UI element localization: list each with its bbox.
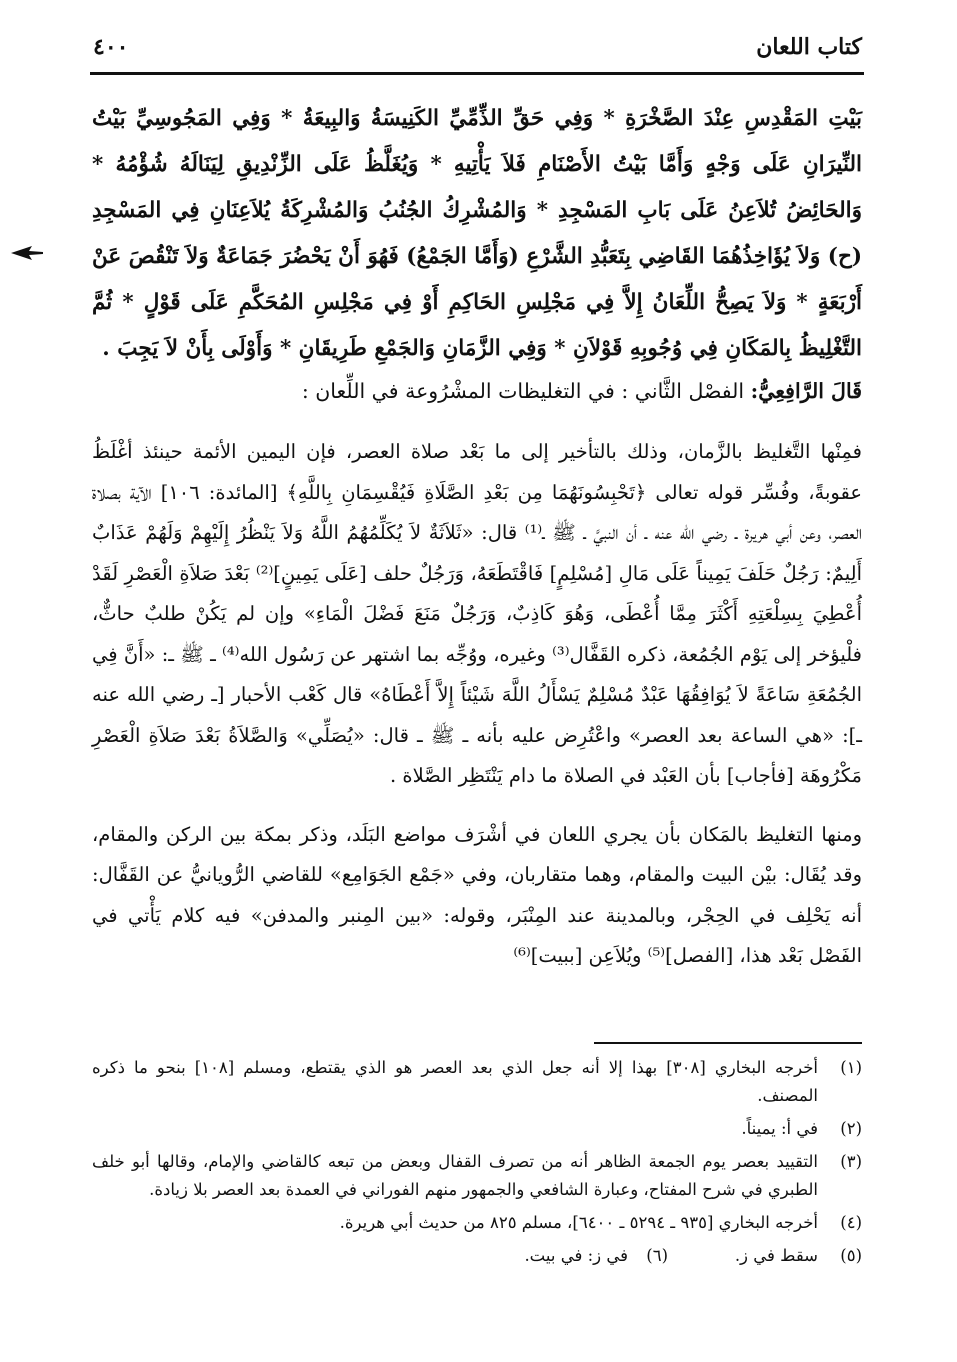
page-number: ٤٠٠ [93,34,129,60]
footnote-4 [92,1209,862,1237]
footnote-number: (٣) [840,1152,862,1171]
footnote-text: التقييد بعصر يوم الجمعة الظاهر أنه من تصرف القفال وبعض من تبعه كالقاضي والإمام، وقالها أبو خلف الطبري في شرح المفتاح، وعبارة الشافعي والجمهور منهم الفوراني في العمدة بعد العصر بلا زيادة. [92,1152,818,1199]
sharh-heading [92,376,862,406]
footnote-rule [594,1042,862,1044]
footnote-text: أخرجه البخاري [٩٣٥ ـ ٥٢٩٤ ـ ٦٤٠٠]، مسلم ٨٢٥ من حديث أبي هريرة. [339,1213,818,1232]
header-rule [90,72,864,75]
footnote-number: (٢) [840,1119,862,1138]
footnote-1 [92,1054,862,1110]
footnote-number: (٦) [646,1246,668,1265]
sharh-paragraph-1: فمِنْها التَّغليظ بالزَّمان، وذلك بالتأخير إلى ما بَعْد صلاة العصر، فإن اليمين الأئمة حينئذ أغْلَظُ عقوبةً، وفُسِّر قوله تعالى ﴿تَحْبِسُونَهُمَا مِن بَعْدِ الصَّلَاةِ فَيُقْسِمَانِ بِاللَّهِ﴾ [المائدة: ١٠٦] الآية بصلاة العصر، وعن أبي هريرة ـ رضي الله عنه ـ أن النبيَّ ـ ﷺ ـ⁽¹⁾ قال: «ثَلاَثَةٌ لاَ يُكَلِّمُهُمُ اللَّهُ وَلاَ يَنْظُرُ إِلَيْهِمْ وَلَهُمْ عَذَابٌ أَلِيمٌ: رَجُلٌ حَلَفَ يَمِيناً عَلَى مَالِ [مُسْلِمٍ] فَاقْتَطَعَهُ، وَرَجُلٌ حلف [عَلَى يَمِينٍ]⁽²⁾ بَعْدَ صَلاَةِ الْعَصْرِ لَقَدْ أُعْطِيَ بِسِلْعَتِهِ أَكْثَرَ مِمَّا أُعْطَى، وَهُوَ كَاذِبٌ، وَرَجُلٌ مَنَعَ فَضْلَ الْمَاءِ» وإن لم يَكُنْ طلبٌ حاثٌّ، فلْيؤخر إلى يَوْم الجُمُعة، ذكره القَفَّال⁽³⁾ وغيره، ووُجِّه بما اشتهر عن رَسُول الله⁽⁴⁾ ـ ﷺ ـ: «أَنَّ فِي الجُمُعَةِ سَاعَةً لاَ يُوَافِقُهَا عَبْدٌ مُسْلِمٌ يَسْأَلُ اللَّهَ شَيْئاً إِلاَّ أَعْطَاهُ» قال كَعْب الأحبار [ـ رضي الله عنه ـ]: «هي الساعة بعد العصر» واعْتُرِض عليه بأنه ـ ﷺ ـ قال: «يُصَلِّي» وَالصَّلاَةُ بَعْدَ صَلاَةِ الْعَصْرِ مَكْرُوهَة [فأجاب] بأن العَبْد في الصلاة ما دام يَنْتَظِر الصَّلاة . [92,440,863,787]
footnote-2 [92,1115,862,1143]
chapter-title: كتاب اللعان [756,34,862,60]
footnotes [92,1054,862,1275]
footnote-number: (٥) [840,1246,862,1265]
footnote-text: في ز: في بيت. [524,1246,628,1265]
footnote-number: (٤) [840,1213,862,1232]
matn-paragraph: بَيْتِ المَقْدِسِ عِنْدَ الصَّخْرَةِ * وَفِي حَقِّ الذِّمِّيِّ الكَنِيسَةُ وَالبِيعَةُ * وَفِي المَجُوسِيِّ بَيْتُ النِّيرَانِ عَلَى وَجْهٍ وَأَمَّا بَيْتُ الأَصْنَامِ فَلاَ يَأْتِيهِ * وَيُغَلَّظُ عَلَى الزِّنْدِيقِ لِيَنَالَهُ شُؤْمُهُ * وَالحَائِضُ تُلاَعِنُ عَلَى بَابِ المَسْجِدِ * وَالمُشْرِكُ الجُنُبُ وَالمُشْرِكَةُ يُلاَعِنَانِ فِي المَسْجِدِ (ح) وَلاَ يُؤَاخِذُهُمَا القَاضِي بِتَعَبُّدِ الشَّرْعِ (وَأَمَّا الجَمْعُ) فَهُوَ أَنْ يَحْضُرَ جَمَاعَةٌ وَلاَ تَنْقُصَ عَنْ أَرْبَعَةٍ * وَلاَ يَصِحُّ اللِّعَانُ إِلاَّ فِي مَجْلِسِ الحَاكِمِ أَوْ فِي مَجْلِسِ المُحَكَّمِ عَلَى قَوْلٍ * ثُمَّ التَّغْلِيظُ بِالمَكَانِ فِي وُجُوبِهِ قَوْلاَنِ * وَفِي الزَّمَانِ وَالجَمْعِ طَرِيقَانِ * وَأَوْلَى بِأَنْ لاَ يَجِبَ . [92,106,862,361]
footnote-5-6 [92,1242,862,1270]
footnote-text: في أ: يميناً. [741,1119,818,1138]
sharh-speaker: قَالَ الرَّافِعِيُّ: [750,379,862,403]
sharh-section-title: الفصْل الثَّاني : في التغليظات المشْرُوعة في اللِّعان : [301,379,751,403]
running-header [93,34,862,70]
sharh-text-block [92,432,862,977]
footnote-3 [92,1148,862,1204]
margin-arrow-icon [10,244,44,262]
footnote-number: (١) [840,1058,862,1077]
footnote-pair [92,1242,818,1270]
matn-text-block [92,96,862,372]
footnote-text: أخرجه البخاري [٣٠٨] بهذا إلا أنه جعل الذي بعد العصر هو الذي يقتطع، ومسلم [١٠٨] بنحو ما ذكره المصنف. [92,1058,818,1105]
footnote-text: سقط في ز. [734,1246,818,1265]
sharh-paragraph-2: ومنها التغليظ بالمَكان بأن يجري اللعان في أشْرَف مواضع البَلَد، وذكر بمكة بين الركن والمقام، وقد يُقَال: بيْن البيت والمقام، وهما متقاربان، وفي «جَمْع الجَوَامِع» للقاضي الرُّويانيُّ عن القَفَّال: أنه يَحْلِف في الحِجْر، وبالمدينة عند المِنْبَر، وقوله: «بين المِنبر والمدفن» فيه كلام يَأْتي في الفَصْل بَعْد هذا، [الفصل]⁽⁵⁾ ويُلاَعِن [ببيت]⁽⁶⁾ [92,822,862,967]
